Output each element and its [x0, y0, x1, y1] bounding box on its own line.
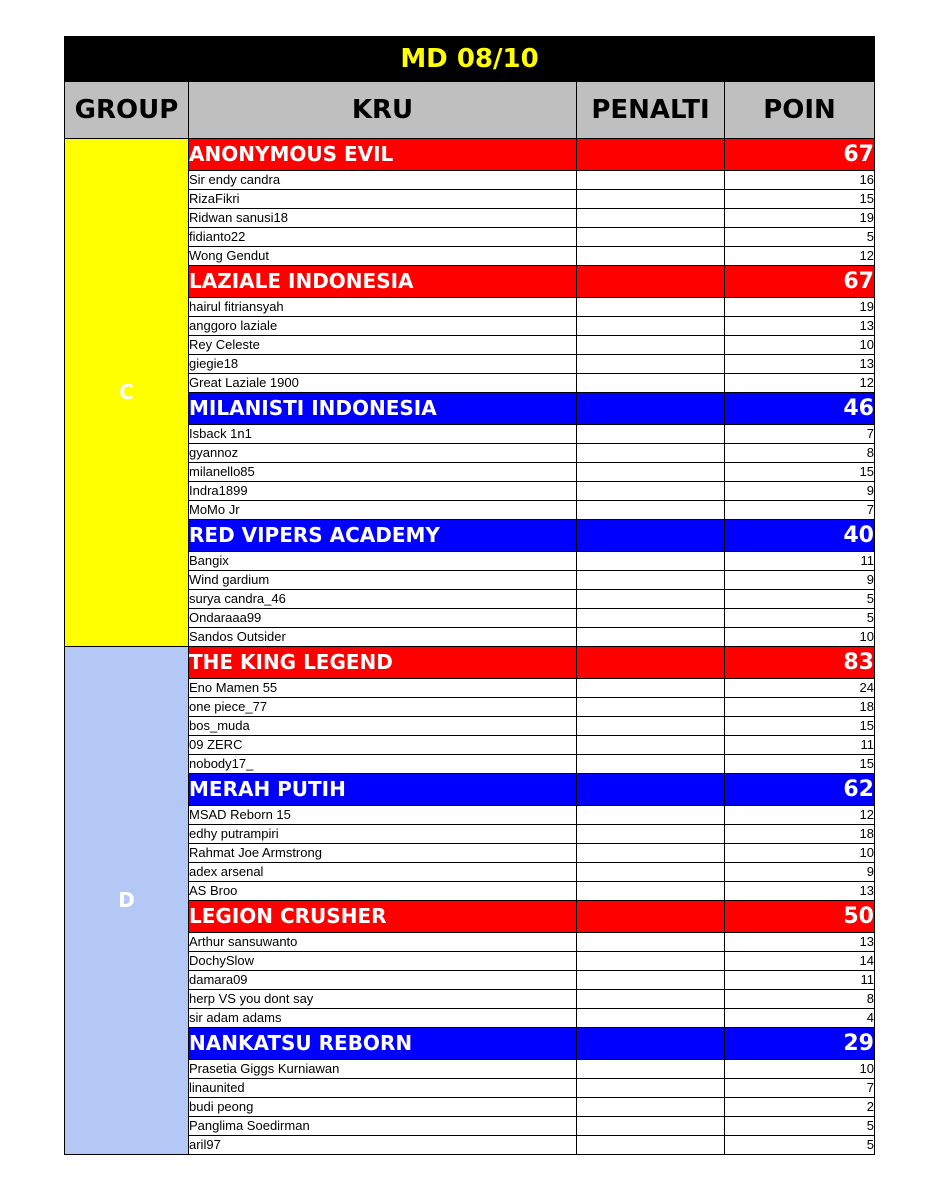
team-poin: 46	[725, 393, 875, 425]
player-name: aril97	[189, 1136, 577, 1155]
header-penalti: PENALTI	[577, 82, 725, 139]
player-name: Sandos Outsider	[189, 628, 577, 647]
player-poin: 9	[725, 863, 875, 882]
player-name: Wong Gendut	[189, 247, 577, 266]
team-penalti	[577, 520, 725, 552]
player-penalti	[577, 317, 725, 336]
player-poin: 10	[725, 844, 875, 863]
player-penalti	[577, 717, 725, 736]
team-name: RED VIPERS ACADEMY	[189, 520, 577, 552]
team-name: MERAH PUTIH	[189, 774, 577, 806]
player-penalti	[577, 825, 725, 844]
player-penalti	[577, 425, 725, 444]
player-penalti	[577, 952, 725, 971]
player-poin: 12	[725, 374, 875, 393]
player-penalti	[577, 628, 725, 647]
player-penalti	[577, 882, 725, 901]
player-poin: 2	[725, 1098, 875, 1117]
player-penalti	[577, 228, 725, 247]
player-penalti	[577, 463, 725, 482]
player-name: Ondaraaa99	[189, 609, 577, 628]
header-kru: KRU	[189, 82, 577, 139]
player-name: 09 ZERC	[189, 736, 577, 755]
player-poin: 9	[725, 482, 875, 501]
team-penalti	[577, 139, 725, 171]
team-row	[65, 647, 875, 679]
player-penalti	[577, 247, 725, 266]
player-poin: 7	[725, 501, 875, 520]
player-penalti	[577, 1136, 725, 1155]
team-name: LAZIALE INDONESIA	[189, 266, 577, 298]
player-poin: 15	[725, 463, 875, 482]
player-poin: 12	[725, 247, 875, 266]
player-poin: 15	[725, 190, 875, 209]
player-penalti	[577, 355, 725, 374]
player-poin: 13	[725, 882, 875, 901]
player-name: budi peong	[189, 1098, 577, 1117]
player-penalti	[577, 990, 725, 1009]
player-penalti	[577, 209, 725, 228]
standings-body	[65, 37, 875, 1155]
team-name: ANONYMOUS EVIL	[189, 139, 577, 171]
player-poin: 10	[725, 1060, 875, 1079]
player-name: milanello85	[189, 463, 577, 482]
player-poin: 10	[725, 336, 875, 355]
player-penalti	[577, 698, 725, 717]
title-row	[65, 37, 875, 82]
player-poin: 5	[725, 1136, 875, 1155]
team-name: MILANISTI INDONESIA	[189, 393, 577, 425]
player-name: Rahmat Joe Armstrong	[189, 844, 577, 863]
player-penalti	[577, 971, 725, 990]
player-name: Panglima Soedirman	[189, 1117, 577, 1136]
player-poin: 19	[725, 298, 875, 317]
player-penalti	[577, 171, 725, 190]
player-poin: 8	[725, 444, 875, 463]
team-name: THE KING LEGEND	[189, 647, 577, 679]
player-penalti	[577, 336, 725, 355]
team-name: NANKATSU REBORN	[189, 1028, 577, 1060]
player-poin: 15	[725, 755, 875, 774]
player-name: RizaFikri	[189, 190, 577, 209]
player-name: MSAD Reborn 15	[189, 806, 577, 825]
player-penalti	[577, 1098, 725, 1117]
player-poin: 11	[725, 736, 875, 755]
player-name: Ridwan sanusi18	[189, 209, 577, 228]
team-penalti	[577, 1028, 725, 1060]
group-label: C	[65, 139, 189, 647]
player-poin: 11	[725, 971, 875, 990]
player-name: fidianto22	[189, 228, 577, 247]
player-poin: 8	[725, 990, 875, 1009]
player-poin: 19	[725, 209, 875, 228]
player-name: hairul fitriansyah	[189, 298, 577, 317]
team-row	[65, 139, 875, 171]
player-name: damara09	[189, 971, 577, 990]
player-penalti	[577, 482, 725, 501]
player-poin: 5	[725, 590, 875, 609]
player-name: nobody17_	[189, 755, 577, 774]
player-poin: 5	[725, 228, 875, 247]
player-poin: 13	[725, 933, 875, 952]
player-name: AS Broo	[189, 882, 577, 901]
player-name: one piece_77	[189, 698, 577, 717]
player-poin: 10	[725, 628, 875, 647]
player-poin: 7	[725, 1079, 875, 1098]
player-name: surya candra_46	[189, 590, 577, 609]
team-poin: 40	[725, 520, 875, 552]
player-penalti	[577, 190, 725, 209]
player-name: Great Laziale 1900	[189, 374, 577, 393]
player-penalti	[577, 844, 725, 863]
player-name: anggoro laziale	[189, 317, 577, 336]
player-name: adex arsenal	[189, 863, 577, 882]
sheet-title: MD 08/10	[65, 37, 875, 82]
player-poin: 7	[725, 425, 875, 444]
player-name: MoMo Jr	[189, 501, 577, 520]
team-penalti	[577, 266, 725, 298]
team-poin: 67	[725, 139, 875, 171]
player-name: Indra1899	[189, 482, 577, 501]
player-poin: 14	[725, 952, 875, 971]
player-name: herp VS you dont say	[189, 990, 577, 1009]
player-poin: 13	[725, 317, 875, 336]
team-poin: 67	[725, 266, 875, 298]
player-penalti	[577, 679, 725, 698]
team-penalti	[577, 647, 725, 679]
player-penalti	[577, 1079, 725, 1098]
player-poin: 5	[725, 609, 875, 628]
team-poin: 83	[725, 647, 875, 679]
team-poin: 62	[725, 774, 875, 806]
player-name: Sir endy candra	[189, 171, 577, 190]
player-name: Bangix	[189, 552, 577, 571]
player-penalti	[577, 609, 725, 628]
player-penalti	[577, 1117, 725, 1136]
player-name: gyannoz	[189, 444, 577, 463]
player-poin: 9	[725, 571, 875, 590]
player-poin: 18	[725, 825, 875, 844]
player-penalti	[577, 1060, 725, 1079]
player-poin: 18	[725, 698, 875, 717]
player-name: Arthur sansuwanto	[189, 933, 577, 952]
group-label: D	[65, 647, 189, 1155]
player-penalti	[577, 444, 725, 463]
player-poin: 16	[725, 171, 875, 190]
player-name: Isback 1n1	[189, 425, 577, 444]
player-penalti	[577, 863, 725, 882]
team-penalti	[577, 901, 725, 933]
header-poin: POIN	[725, 82, 875, 139]
player-poin: 24	[725, 679, 875, 698]
player-penalti	[577, 736, 725, 755]
standings-table	[64, 36, 875, 1155]
player-penalti	[577, 1009, 725, 1028]
player-name: Eno Mamen 55	[189, 679, 577, 698]
team-penalti	[577, 393, 725, 425]
team-poin: 29	[725, 1028, 875, 1060]
player-penalti	[577, 501, 725, 520]
player-name: edhy putrampiri	[189, 825, 577, 844]
team-penalti	[577, 774, 725, 806]
header-group: GROUP	[65, 82, 189, 139]
team-name: LEGION CRUSHER	[189, 901, 577, 933]
player-name: linaunited	[189, 1079, 577, 1098]
player-penalti	[577, 571, 725, 590]
player-penalti	[577, 590, 725, 609]
player-name: sir adam adams	[189, 1009, 577, 1028]
player-penalti	[577, 298, 725, 317]
player-name: bos_muda	[189, 717, 577, 736]
player-poin: 5	[725, 1117, 875, 1136]
player-penalti	[577, 374, 725, 393]
player-poin: 4	[725, 1009, 875, 1028]
player-name: DochySlow	[189, 952, 577, 971]
player-poin: 13	[725, 355, 875, 374]
player-name: Prasetia Giggs Kurniawan	[189, 1060, 577, 1079]
player-name: Wind gardium	[189, 571, 577, 590]
player-name: giegie18	[189, 355, 577, 374]
player-poin: 11	[725, 552, 875, 571]
player-poin: 12	[725, 806, 875, 825]
player-penalti	[577, 933, 725, 952]
player-penalti	[577, 755, 725, 774]
team-poin: 50	[725, 901, 875, 933]
player-name: Rey Celeste	[189, 336, 577, 355]
player-penalti	[577, 552, 725, 571]
header-row	[65, 82, 875, 139]
player-penalti	[577, 806, 725, 825]
player-poin: 15	[725, 717, 875, 736]
